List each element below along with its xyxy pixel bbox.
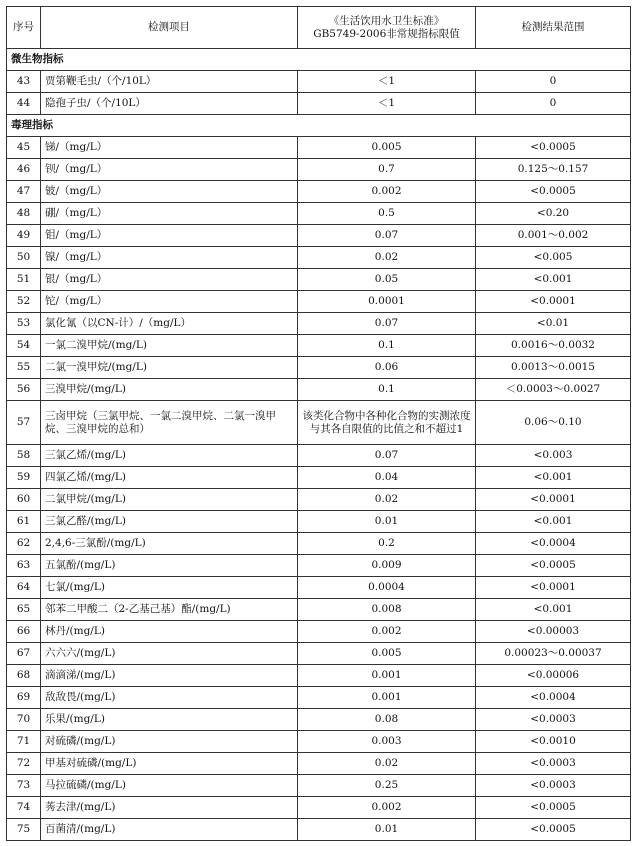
row-result: 0.06～0.10 (476, 401, 631, 445)
row-number: 75 (7, 819, 41, 841)
row-limit: 0.08 (298, 709, 476, 731)
row-result: <0.001 (476, 467, 631, 489)
row-number: 64 (7, 577, 41, 599)
row-limit: 0.25 (298, 775, 476, 797)
row-result: <0.001 (476, 269, 631, 291)
table-row (7, 379, 631, 401)
row-item: 二氯甲烷/(mg/L) (41, 489, 298, 511)
table-row (7, 709, 631, 731)
table-row (7, 335, 631, 357)
row-number: 44 (7, 93, 41, 115)
table-row (7, 665, 631, 687)
row-number: 53 (7, 313, 41, 335)
row-item: 对硫磷/(mg/L) (41, 731, 298, 753)
row-item: 三溴甲烷/(mg/L) (41, 379, 298, 401)
row-result: <0.0005 (476, 797, 631, 819)
row-item: 百菌清/(mg/L) (41, 819, 298, 841)
row-item: 五氯酚/(mg/L) (41, 555, 298, 577)
row-number: 72 (7, 753, 41, 775)
row-number: 49 (7, 225, 41, 247)
table-row (7, 291, 631, 313)
row-result: 0.00023～0.00037 (476, 643, 631, 665)
table-row (7, 753, 631, 775)
row-number: 71 (7, 731, 41, 753)
row-number: 68 (7, 665, 41, 687)
row-number: 70 (7, 709, 41, 731)
row-result: <0.20 (476, 203, 631, 225)
row-item: 钼/（mg/L） (41, 225, 298, 247)
row-item: 一氯二溴甲烷/(mg/L) (41, 335, 298, 357)
section-title: 微生物指标 (7, 49, 631, 71)
row-number: 48 (7, 203, 41, 225)
row-result: <0.0001 (476, 291, 631, 313)
row-limit: 0.008 (298, 599, 476, 621)
row-limit: ＜1 (298, 93, 476, 115)
row-result: 0.0013～0.0015 (476, 357, 631, 379)
row-limit: 0.06 (298, 357, 476, 379)
row-item: 七氯/(mg/L) (41, 577, 298, 599)
row-limit: 0.0004 (298, 577, 476, 599)
header-no: 序号 (7, 7, 41, 49)
table-row (7, 247, 631, 269)
row-result: <0.0001 (476, 489, 631, 511)
row-number: 74 (7, 797, 41, 819)
table-row (7, 467, 631, 489)
row-result: <0.0003 (476, 709, 631, 731)
row-item: 贾第鞭毛虫/（个/10L） (41, 71, 298, 93)
row-limit: 0.002 (298, 797, 476, 819)
row-number: 62 (7, 533, 41, 555)
row-number: 63 (7, 555, 41, 577)
row-limit: 0.005 (298, 137, 476, 159)
row-result: <0.001 (476, 511, 631, 533)
header-standard-line1: 《生活饮用水卫生标准》 (328, 14, 445, 27)
row-limit: 0.02 (298, 753, 476, 775)
row-item: 邻苯二甲酸二（2-乙基己基）酯/(mg/L) (41, 599, 298, 621)
row-item: 钡/（mg/L） (41, 159, 298, 181)
row-limit: 0.001 (298, 687, 476, 709)
table-row (7, 511, 631, 533)
row-limit: 0.002 (298, 181, 476, 203)
row-item: 三氯乙醛/(mg/L) (41, 511, 298, 533)
table-row (7, 313, 631, 335)
table-row (7, 621, 631, 643)
row-limit: 0.07 (298, 225, 476, 247)
row-item: 四氯乙烯/(mg/L) (41, 467, 298, 489)
row-item: 甲基对硫磷/(mg/L) (41, 753, 298, 775)
row-result: <0.0004 (476, 687, 631, 709)
row-item: 铊/（mg/L） (41, 291, 298, 313)
row-limit: 0.002 (298, 621, 476, 643)
table-row (7, 577, 631, 599)
row-limit: 该类化合物中各种化合物的实测浓度与其各自限值的比值之和不超过1 (298, 401, 476, 445)
row-result: <0.0003 (476, 753, 631, 775)
row-limit: 0.07 (298, 313, 476, 335)
row-item: 铍/（mg/L） (41, 181, 298, 203)
row-result: <0.00003 (476, 621, 631, 643)
header-row (7, 7, 631, 49)
section-title: 毒理指标 (7, 115, 631, 137)
row-limit: 0.003 (298, 731, 476, 753)
table-row (7, 357, 631, 379)
table-row (7, 203, 631, 225)
row-limit: 0.04 (298, 467, 476, 489)
row-result: <0.0001 (476, 577, 631, 599)
row-number: 47 (7, 181, 41, 203)
row-number: 59 (7, 467, 41, 489)
table-row (7, 533, 631, 555)
row-limit: 0.01 (298, 819, 476, 841)
row-result: 0.001～0.002 (476, 225, 631, 247)
row-number: 57 (7, 401, 41, 445)
table-row (7, 225, 631, 247)
table-row (7, 159, 631, 181)
row-number: 56 (7, 379, 41, 401)
row-result: 0 (476, 93, 631, 115)
table-row (7, 137, 631, 159)
table-row (7, 93, 631, 115)
header-item: 检测项目 (41, 7, 298, 49)
row-number: 60 (7, 489, 41, 511)
table-row (7, 797, 631, 819)
row-result: <0.0003 (476, 775, 631, 797)
table-row (7, 181, 631, 203)
row-result: <0.001 (476, 599, 631, 621)
row-item: 硼/（mg/L） (41, 203, 298, 225)
row-result: <0.0005 (476, 555, 631, 577)
table-row (7, 687, 631, 709)
row-number: 66 (7, 621, 41, 643)
row-result: ＜0.0003～0.0027 (476, 379, 631, 401)
row-limit: 0.05 (298, 269, 476, 291)
header-standard (298, 7, 476, 49)
table-row (7, 401, 631, 445)
row-limit: 0.02 (298, 489, 476, 511)
row-number: 69 (7, 687, 41, 709)
row-limit: 0.009 (298, 555, 476, 577)
row-limit: 0.1 (298, 335, 476, 357)
row-result: 0.0016～0.0032 (476, 335, 631, 357)
row-item: 二氯一溴甲烷/(mg/L) (41, 357, 298, 379)
row-result: <0.01 (476, 313, 631, 335)
table-row (7, 489, 631, 511)
row-item: 银/（mg/L） (41, 269, 298, 291)
table-row (7, 643, 631, 665)
table-row (7, 445, 631, 467)
row-limit: 0.005 (298, 643, 476, 665)
row-item: 莠去津/(mg/L) (41, 797, 298, 819)
row-limit: 0.01 (298, 511, 476, 533)
water-quality-table (6, 6, 631, 841)
row-limit: 0.07 (298, 445, 476, 467)
row-result: <0.0004 (476, 533, 631, 555)
row-number: 45 (7, 137, 41, 159)
row-number: 67 (7, 643, 41, 665)
table-row (7, 71, 631, 93)
table-row (7, 819, 631, 841)
row-item: 乐果/(mg/L) (41, 709, 298, 731)
row-limit: 0.1 (298, 379, 476, 401)
row-number: 52 (7, 291, 41, 313)
row-result: 0.125～0.157 (476, 159, 631, 181)
table-row (7, 775, 631, 797)
section-row (7, 49, 631, 71)
row-item: 三氯乙烯/(mg/L) (41, 445, 298, 467)
row-item: 林丹/(mg/L) (41, 621, 298, 643)
row-item: 滴滴涕/(mg/L) (41, 665, 298, 687)
row-limit: ＜1 (298, 71, 476, 93)
row-item: 三卤甲烷（三氯甲烷、一氯二溴甲烷、二氯一溴甲烷、三溴甲烷的总和） (41, 401, 298, 445)
section-row (7, 115, 631, 137)
row-number: 46 (7, 159, 41, 181)
row-item: 六六六/(mg/L) (41, 643, 298, 665)
row-result: 0 (476, 71, 631, 93)
row-item: 2,4,6-三氯酚/(mg/L) (41, 533, 298, 555)
row-result: <0.0010 (476, 731, 631, 753)
row-limit: 0.0001 (298, 291, 476, 313)
row-limit: 0.7 (298, 159, 476, 181)
row-number: 51 (7, 269, 41, 291)
row-result: <0.00006 (476, 665, 631, 687)
row-item: 敌敌畏/(mg/L) (41, 687, 298, 709)
row-number: 55 (7, 357, 41, 379)
row-item: 镍/（mg/L） (41, 247, 298, 269)
row-number: 54 (7, 335, 41, 357)
row-item: 马拉硫磷/(mg/L) (41, 775, 298, 797)
table-body (7, 49, 631, 841)
table-row (7, 731, 631, 753)
row-result: <0.005 (476, 247, 631, 269)
row-number: 43 (7, 71, 41, 93)
table-row (7, 599, 631, 621)
row-item: 氯化氰（以CN-计）/（mg/L） (41, 313, 298, 335)
header-result: 检测结果范围 (476, 7, 631, 49)
row-limit: 0.2 (298, 533, 476, 555)
row-limit: 0.5 (298, 203, 476, 225)
row-item: 锑/（mg/L） (41, 137, 298, 159)
row-result: <0.0005 (476, 137, 631, 159)
row-number: 50 (7, 247, 41, 269)
row-number: 73 (7, 775, 41, 797)
row-number: 65 (7, 599, 41, 621)
row-limit: 0.001 (298, 665, 476, 687)
table-row (7, 269, 631, 291)
row-limit: 0.02 (298, 247, 476, 269)
row-result: <0.0005 (476, 819, 631, 841)
row-result: <0.003 (476, 445, 631, 467)
row-result: <0.0005 (476, 181, 631, 203)
header-standard-line2: GB5749-2006非常规指标限值 (313, 27, 460, 40)
row-number: 58 (7, 445, 41, 467)
row-item: 隐孢子虫/（个/10L） (41, 93, 298, 115)
row-number: 61 (7, 511, 41, 533)
table-row (7, 555, 631, 577)
